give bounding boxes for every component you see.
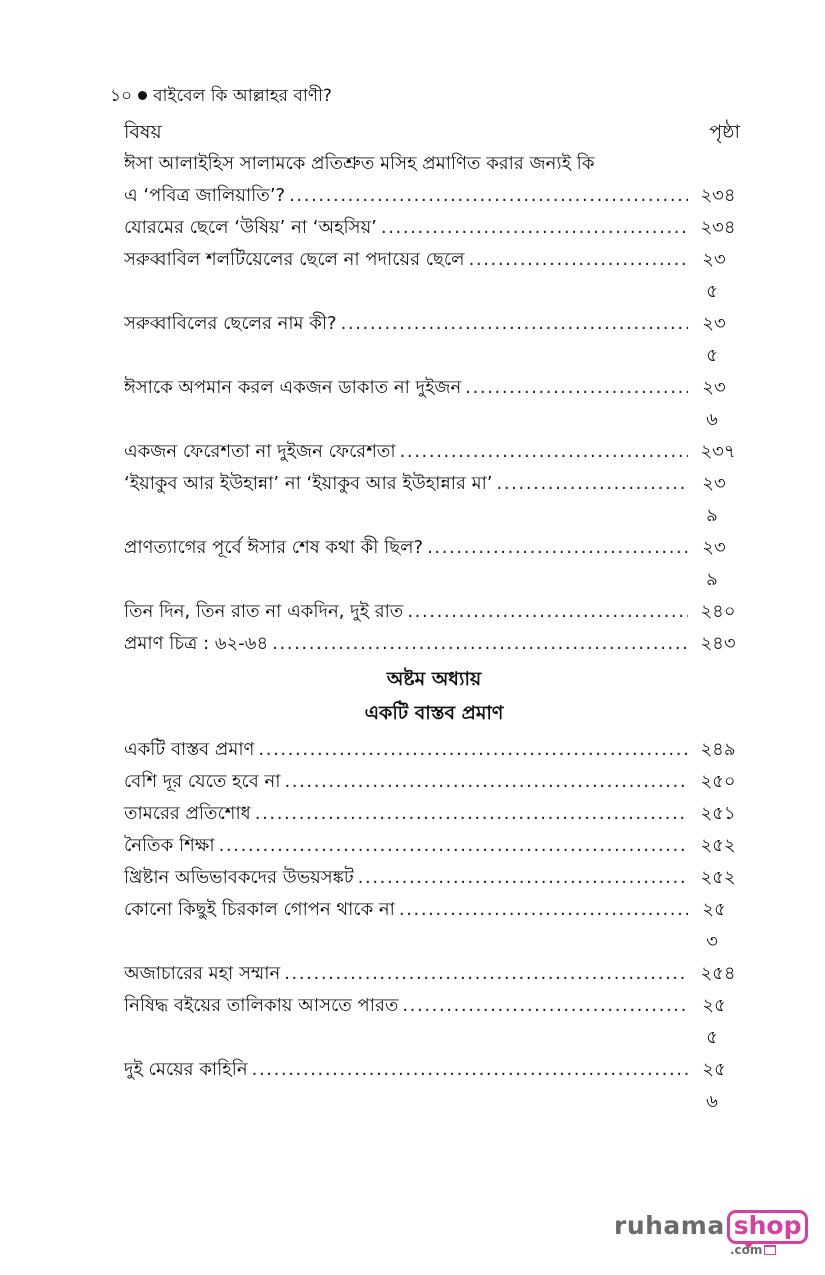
dot-leader xyxy=(289,180,688,212)
toc-entry-title: প্রাণত্যাগের পূর্বে ঈসার শেষ কথা কী ছিল? xyxy=(124,537,424,558)
chapter-number-heading: অষ্টম অধ্যায় xyxy=(386,668,482,690)
toc-entry[interactable] xyxy=(124,244,744,308)
toc-entry-page: ২৪৯ xyxy=(700,739,736,760)
page-part-a: ২৫ xyxy=(702,899,726,920)
toc-entry-page xyxy=(692,894,744,958)
toc-entry[interactable] xyxy=(124,862,744,894)
toc-entry-page: ২৪০ xyxy=(700,601,736,622)
toc-entry[interactable] xyxy=(124,894,744,958)
toc-entry-title: কোনো কিছুই চিরকাল গোপন থাকে না xyxy=(124,899,395,920)
toc-entry-page xyxy=(692,990,744,1054)
toc-entry-title: বেশি দূর যেতে হবে না xyxy=(124,771,281,792)
toc-entry-page: ২৫২ xyxy=(700,867,736,888)
toc-entry-title: ঈসা আলাইহিস সালামকে প্রতিশ্রুত মসিহ প্রমাণিত করার জন্যই কি xyxy=(124,153,595,174)
page-column-label: পৃষ্ঠা xyxy=(709,121,740,143)
toc-entry-title: ঈসাকে অপমান করল একজন ডাকাত না দুইজন xyxy=(124,377,462,398)
toc-entry[interactable] xyxy=(124,212,744,244)
page-part-b: ৯ xyxy=(706,569,718,590)
dot-leader xyxy=(465,372,688,404)
toc-entry-title: ‘ইয়াকুব আর ইউহান্না’ না ‘ইয়াকুব আর ইউহান্নার মা’ xyxy=(124,473,493,494)
subject-column-label: বিষয় xyxy=(124,121,162,143)
toc-entry-title: অজাচারের মহা সম্মান xyxy=(124,963,281,984)
toc-entry-title: দুই মেয়ের কাহিনি xyxy=(124,1059,248,1080)
toc-entry-page xyxy=(692,244,744,308)
logo-domain xyxy=(730,1243,776,1257)
toc-entry-line1 xyxy=(124,148,744,180)
dot-leader xyxy=(407,596,688,628)
dot-leader xyxy=(284,958,688,990)
toc-header xyxy=(124,116,744,148)
logo-speech-bubble xyxy=(727,1210,809,1244)
page-part-b: ৫ xyxy=(706,281,718,302)
page-part-b: ৯ xyxy=(706,505,718,526)
dot-leader xyxy=(427,532,688,564)
toc-entry-title: তিন দিন, তিন রাত না একদিন, দুই রাত xyxy=(124,601,404,622)
page-number: ১০ xyxy=(110,86,133,106)
dot-leader xyxy=(252,1054,688,1086)
toc-entry[interactable] xyxy=(124,532,744,596)
toc-entry-page: ২৫১ xyxy=(700,803,736,824)
dot-leader xyxy=(400,436,688,468)
logo-brand-left: ruhama xyxy=(614,1211,725,1240)
toc-entry[interactable] xyxy=(124,308,744,372)
page-part-b: ৬ xyxy=(706,1091,718,1112)
toc-entry-title: প্রমাণ চিত্র : ৬২-৬৪ xyxy=(124,633,269,654)
toc-entry-page: ২৪৩ xyxy=(700,633,736,654)
toc-entry-page: ২৫৪ xyxy=(700,963,736,984)
toc-entry-page xyxy=(692,372,744,436)
page-part-a: ২৩ xyxy=(702,537,726,558)
toc-entry-title: খ্রিষ্টান অভিভাবকদের উভয়সঙ্কট xyxy=(124,867,354,888)
chapter-title-heading: একটি বাস্তব প্রমাণ xyxy=(364,702,504,724)
toc-entry[interactable] xyxy=(124,958,744,990)
toc-entry-title: নিষিদ্ধ বইয়ের তালিকায় আসতে পারত xyxy=(124,995,399,1016)
toc-entry-title: তামরের প্রতিশোধ xyxy=(124,803,251,824)
page-part-b: ৫ xyxy=(706,345,718,366)
dot-leader xyxy=(258,734,688,766)
dot-leader xyxy=(399,894,688,926)
toc-entry[interactable] xyxy=(124,596,744,628)
toc-entry-page: ২৫২ xyxy=(700,835,736,856)
toc-entry-page: ২৩৪ xyxy=(700,217,736,238)
toc-entry-page: ২৩৭ xyxy=(700,441,736,462)
toc-entry[interactable] xyxy=(124,180,744,212)
toc-entry[interactable] xyxy=(124,468,744,532)
toc-entry-page xyxy=(692,532,744,596)
dot-leader xyxy=(272,628,688,660)
logo-domain-text: .com xyxy=(730,1243,763,1257)
toc-entry-title: যোরমের ছেলে ‘উষিয়’ না ‘অহসিয়’ xyxy=(124,217,377,238)
page-part-a: ২৫ xyxy=(702,1059,726,1080)
book-title: বাইবেল কি আল্লাহর বাণী? xyxy=(153,86,332,106)
bullet-icon xyxy=(138,91,147,100)
toc-entry-title: সরুব্বাবিল শলটিয়েলের ছেলে না পদায়ের ছেলে xyxy=(124,249,465,270)
toc-entry[interactable] xyxy=(124,798,744,830)
dot-leader xyxy=(358,862,688,894)
dot-leader xyxy=(402,990,688,1022)
toc-entry[interactable] xyxy=(124,628,744,660)
toc-entry-page xyxy=(692,1054,744,1118)
dot-leader xyxy=(255,798,688,830)
page-part-b: ৫ xyxy=(706,1027,718,1048)
cart-icon xyxy=(764,1245,776,1255)
page-part-b: ৩ xyxy=(706,931,718,952)
dot-leader xyxy=(284,766,688,798)
toc-entry-page: ২৩৪ xyxy=(700,185,736,206)
running-head xyxy=(110,84,332,108)
dot-leader xyxy=(219,830,688,862)
toc-entry-title: একজন ফেরেশতা না দুইজন ফেরেশতা xyxy=(124,441,396,462)
dot-leader xyxy=(497,468,688,500)
toc-entry[interactable] xyxy=(124,436,744,468)
page-part-a: ২৩ xyxy=(702,377,726,398)
dot-leader xyxy=(469,244,688,276)
dot-leader xyxy=(381,212,688,244)
toc-entry[interactable] xyxy=(124,1054,744,1118)
toc-entry-page: ২৫০ xyxy=(700,771,736,792)
page-part-a: ২৩ xyxy=(702,473,726,494)
toc-entry-page xyxy=(692,308,744,372)
toc-entry-title: একটি বাস্তব প্রমাণ xyxy=(124,739,255,760)
toc-entry-title: নৈতিক শিক্ষা xyxy=(124,835,215,856)
page-part-a: ২৩ xyxy=(702,313,726,334)
toc-entry-page xyxy=(692,468,744,532)
toc-entry[interactable] xyxy=(124,372,744,436)
logo-brand-right: shop xyxy=(733,1211,802,1240)
toc-entry[interactable] xyxy=(124,990,744,1054)
page-part-a: ২৩ xyxy=(702,249,726,270)
toc-entry[interactable] xyxy=(124,766,744,798)
toc-entry-title: এ ‘পবিত্র জালিয়াতি’? xyxy=(124,185,286,206)
page-part-a: ২৫ xyxy=(702,995,726,1016)
dot-leader xyxy=(341,308,688,340)
table-of-contents xyxy=(124,116,744,1118)
toc-entry[interactable] xyxy=(124,734,744,766)
toc-entry[interactable] xyxy=(124,830,744,862)
page-part-b: ৬ xyxy=(706,409,718,430)
ruhamashop-watermark-logo xyxy=(614,1211,808,1261)
toc-entry-title: সরুব্বাবিলের ছেলের নাম কী? xyxy=(124,313,337,334)
